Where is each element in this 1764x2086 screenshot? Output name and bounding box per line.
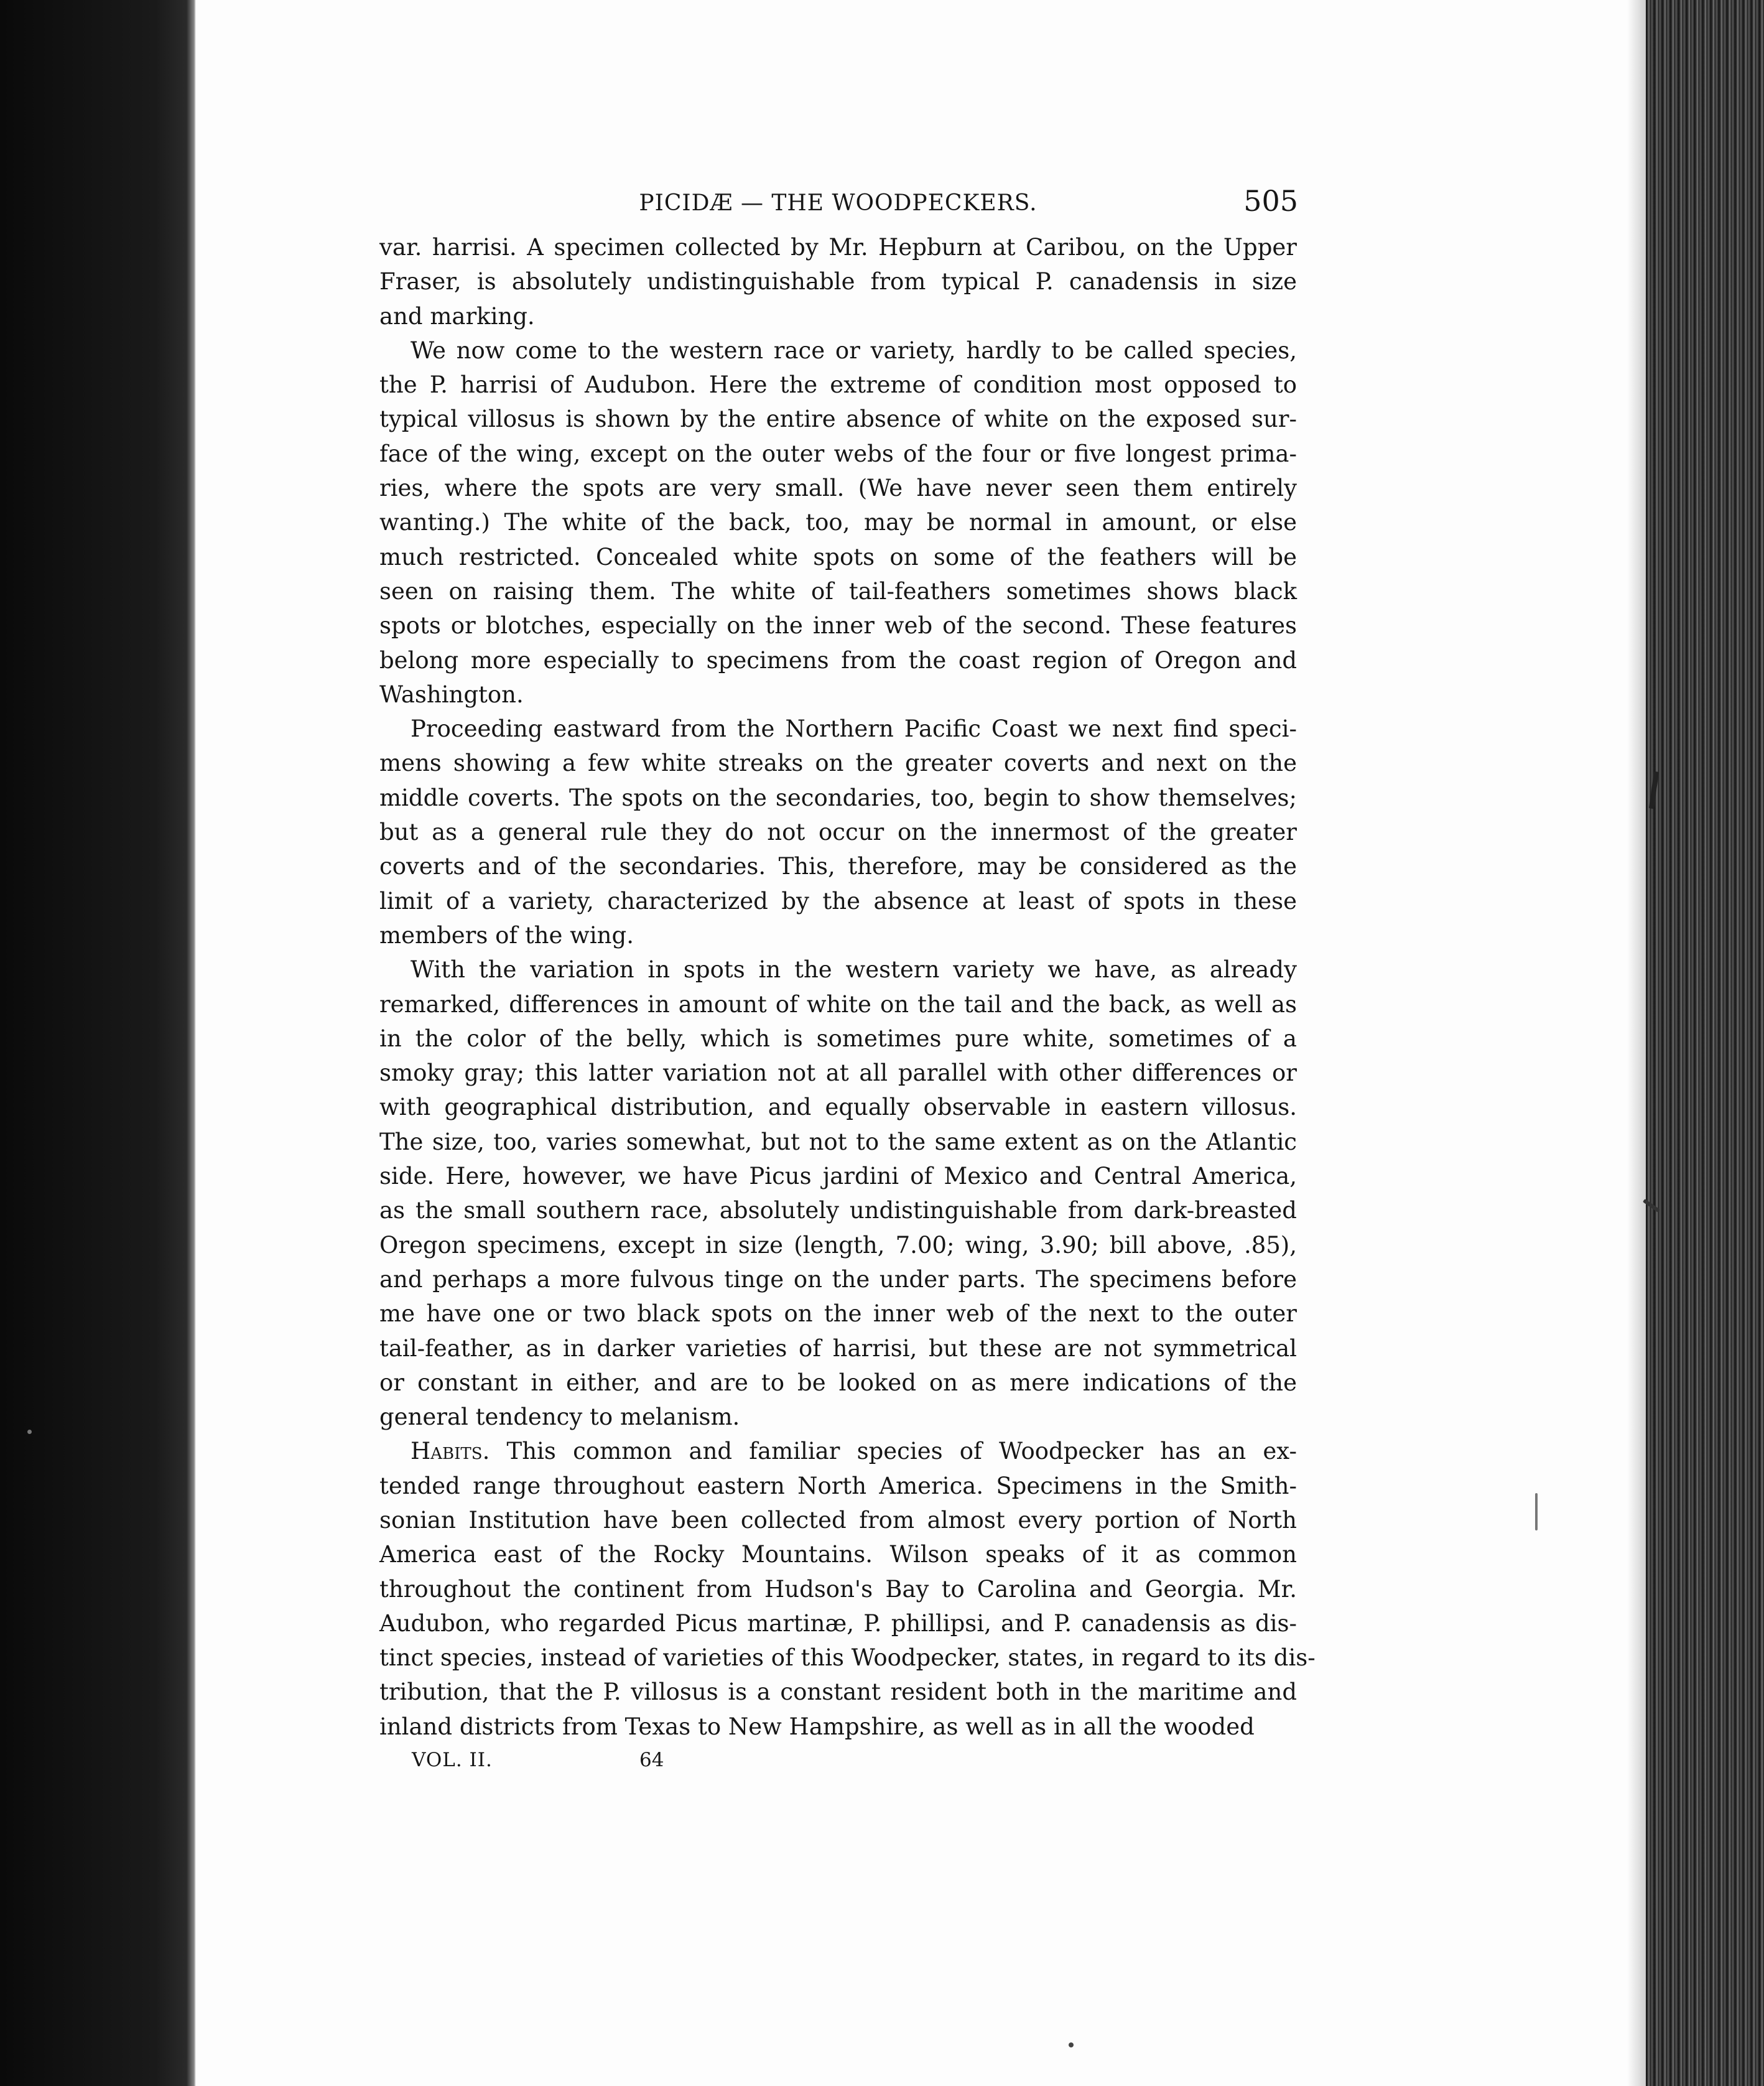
line-text: Proceeding eastward from the Northern Pacific Coast we next find speci- (411, 715, 1297, 743)
body-text (379, 230, 1316, 1744)
paragraph (379, 230, 1297, 333)
text-line (379, 918, 1297, 952)
text-line (379, 1469, 1297, 1503)
volume-label: VOL. II. (412, 1749, 493, 1772)
line-text: spots or blotches, especially on the inner web of the second. These features (379, 612, 1297, 640)
text-line (379, 471, 1297, 505)
line-text: the P. harrisi of Audubon. Here the extreme of condition most opposed to (379, 371, 1297, 399)
line-text: Audubon, who regarded Picus martinæ, P. phillipsi, and P. canadensis as dis- (379, 1609, 1297, 1637)
page-footer (379, 1749, 1297, 1780)
line-text: This common and familiar species of Woodpecker has an ex- (490, 1438, 1297, 1465)
text-line (379, 1262, 1297, 1297)
line-text: With the variation in spots in the western variety we have, as already (411, 956, 1297, 984)
line-text: Oregon specimens, except in size (length, 7.00; wing, 3.90; bill above, .85), (379, 1231, 1297, 1259)
text-line (379, 1366, 1297, 1400)
line-text: throughout the continent from Hudson's Bay to Carolina and Georgia. Mr. (379, 1575, 1297, 1603)
line-text: middle coverts. The spots on the secondaries, too, begin to show themselves; (379, 784, 1297, 811)
line-text: side. Here, however, we have Picus jardini of Mexico and Central America, (379, 1163, 1297, 1190)
text-line (379, 712, 1297, 746)
text-line (379, 952, 1297, 987)
line-text: and marking. (379, 302, 535, 330)
text-line (379, 333, 1297, 368)
text-line (379, 505, 1297, 539)
text-line (379, 1606, 1297, 1641)
text-line (379, 1090, 1297, 1124)
line-text: much restricted. Concealed white spots on some of the feathers will be (379, 543, 1297, 570)
line-text: smoky gray; this latter variation not at all parallel with other differences or (379, 1059, 1297, 1087)
line-text: limit of a variety, characterized by the absence at least of spots in these (379, 887, 1297, 915)
line-text: or constant in either, and are to be looked on as mere indications of the (379, 1369, 1297, 1396)
text-line (379, 1022, 1297, 1056)
line-text: America east of the Rocky Mountains. Wilson speaks of it as common (379, 1541, 1297, 1568)
line-text: sonian Institution have been collected from almost every portion of North (379, 1506, 1297, 1534)
text-line (379, 1675, 1297, 1709)
line-text: face of the wing, except on the outer webs of the four or five longest prima- (379, 440, 1297, 467)
binding-shadow (0, 0, 196, 2086)
text-line (379, 1434, 1297, 1468)
text-line (379, 608, 1297, 643)
line-text: members of the wing. (379, 921, 634, 949)
text-line (379, 1641, 1316, 1675)
text-line (379, 1159, 1297, 1193)
text-line (379, 1710, 1297, 1744)
book-page (379, 180, 1316, 1780)
line-text: as the small southern race, absolutely undistinguishable from dark-breasted (379, 1197, 1297, 1224)
text-line (379, 746, 1297, 780)
text-line (379, 1056, 1297, 1090)
line-text: tended range throughout eastern North America. Specimens in the Smith- (379, 1472, 1297, 1499)
line-text: seen on raising them. The white of tail-feathers sometimes shows black (379, 577, 1297, 605)
scan-mark (1069, 2042, 1074, 2047)
line-text: tail-feather, as in darker varieties of harrisi, but these are not symmetrical (379, 1334, 1297, 1362)
text-line (379, 1331, 1297, 1366)
running-head (379, 180, 1297, 230)
section-lead-in: Habits. (411, 1438, 490, 1465)
text-line (379, 987, 1297, 1022)
line-text: and perhaps a more fulvous tinge on the under parts. The specimens before (379, 1265, 1297, 1293)
text-line (379, 437, 1297, 471)
line-text: Fraser, is absolutely undistinguishable from typical P. canadensis in size (379, 268, 1297, 296)
line-text: The size, too, varies somewhat, but not to the same extent as on the Atlantic (379, 1128, 1297, 1155)
paragraph (379, 712, 1297, 952)
text-line (379, 1228, 1297, 1262)
line-text: remarked, differences in amount of white on the tail and the back, as well as (379, 990, 1297, 1018)
line-text: var. harrisi. A specimen collected by Mr. Hepburn at Caribou, on the Upper (379, 234, 1297, 261)
line-text: typical villosus is shown by the entire absence of white on the exposed sur- (379, 406, 1297, 433)
line-text: We now come to the western race or variety, hardly to be called species, (411, 337, 1297, 364)
line-text: inland districts from Texas to New Hampshire, as well as in all the wooded (379, 1713, 1255, 1740)
page-stack-edge (1646, 0, 1764, 2086)
paragraph (379, 333, 1297, 712)
line-text: mens showing a few white streaks on the greater coverts and next on the (379, 750, 1297, 777)
text-line (379, 1572, 1297, 1606)
text-line (379, 643, 1297, 677)
page-curl-shadow (1627, 0, 1646, 2086)
running-title: PICIDÆ — THE WOODPECKERS. (639, 190, 1038, 216)
text-line (379, 1193, 1297, 1227)
line-text: tribution, that the P. villosus is a constant resident both in the maritime and (379, 1679, 1297, 1706)
text-line (379, 1125, 1297, 1159)
line-text: in the color of the belly, which is sometimes pure white, sometimes of a (379, 1025, 1297, 1052)
text-line (379, 574, 1297, 608)
signature-mark: 64 (639, 1749, 664, 1772)
text-line (379, 1400, 1297, 1434)
text-line (379, 677, 1297, 712)
text-line (379, 849, 1297, 883)
scan-mark (1535, 1493, 1538, 1530)
text-line (379, 540, 1297, 574)
line-text: belong more especially to specimens from the coast region of Oregon and (379, 646, 1297, 674)
text-line (379, 230, 1297, 264)
line-text: tinct species, instead of varieties of this Woodpecker, states, in regard to its dis- (379, 1644, 1316, 1672)
page-number: 505 (1243, 184, 1298, 218)
line-text: me have one or two black spots on the inner web of the next to the outer (379, 1300, 1297, 1328)
text-line (379, 368, 1297, 402)
text-line (379, 299, 1297, 333)
line-text: Washington. (379, 681, 524, 708)
paragraph (379, 1434, 1316, 1744)
text-line (379, 1297, 1297, 1331)
text-line (379, 264, 1297, 299)
paragraph (379, 952, 1297, 1434)
line-text: wanting.) The white of the back, too, may be normal in amount, or else (379, 509, 1297, 536)
text-line (379, 402, 1297, 436)
text-line (379, 884, 1297, 918)
text-line (379, 815, 1297, 849)
line-text: general tendency to melanism. (379, 1404, 740, 1431)
text-line (379, 1503, 1297, 1537)
text-line (379, 1537, 1297, 1571)
line-text: but as a general rule they do not occur on the innermost of the greater (379, 819, 1297, 846)
line-text: with geographical distribution, and equally observable in eastern villosus. (379, 1094, 1297, 1121)
line-text: coverts and of the secondaries. This, therefore, may be considered as the (379, 853, 1297, 880)
text-line (379, 781, 1297, 815)
scan-mark (27, 1430, 32, 1434)
line-text: ries, where the spots are very small. (We have never seen them entirely (379, 475, 1297, 502)
